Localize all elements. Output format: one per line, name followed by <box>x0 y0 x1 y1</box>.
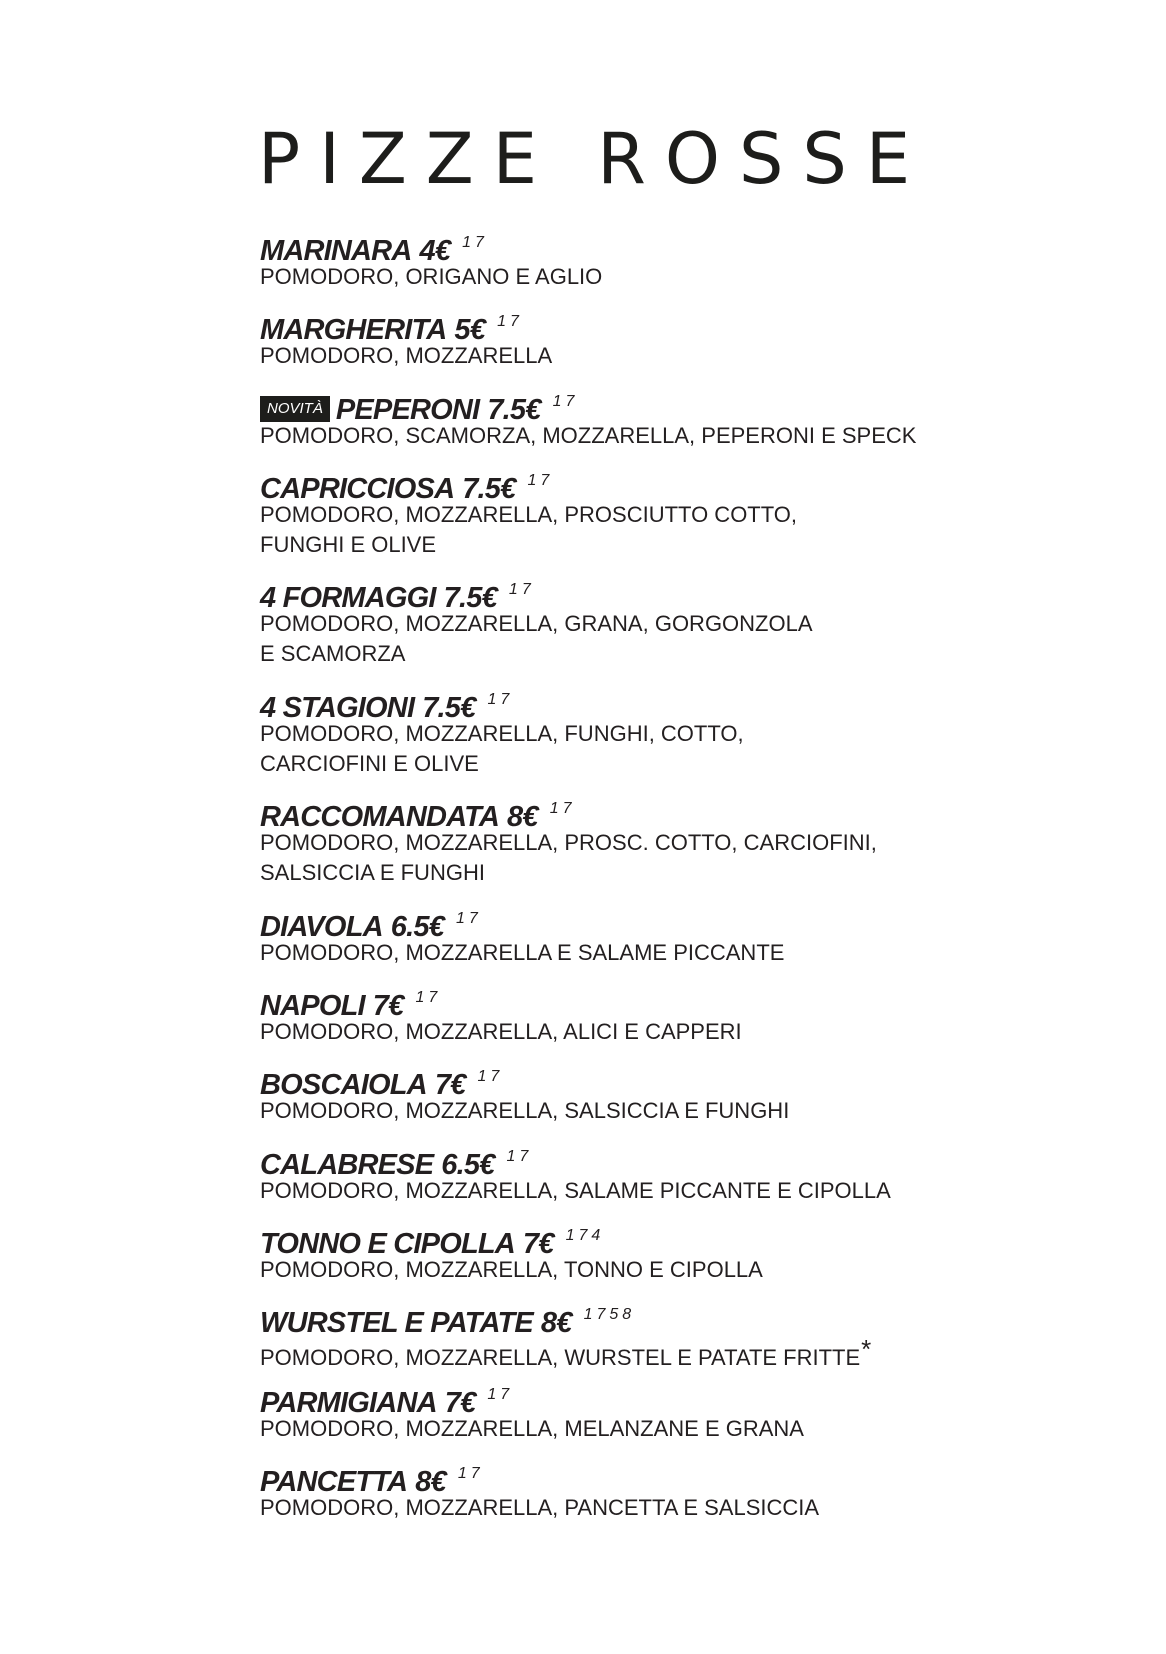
pizza-ingredients <box>260 500 1120 530</box>
pizza-name: MARGHERITA <box>260 314 447 347</box>
allergen-codes: 17 <box>497 313 523 331</box>
pizza-name: BOSCAIOLA <box>260 1069 427 1102</box>
menu-item <box>260 571 1120 681</box>
ingredients-text: POMODORO, MOZZARELLA, SALSICCIA E FUNGHI <box>260 1098 790 1124</box>
menu-item <box>260 383 1120 462</box>
pizza-price: 6.5€ <box>441 1148 495 1181</box>
menu-item-header <box>260 1217 1120 1261</box>
allergen-codes: 17 <box>457 1464 484 1482</box>
menu-item <box>260 1058 1120 1137</box>
pizza-price: 4€ <box>419 235 451 267</box>
menu-item <box>260 1455 1120 1534</box>
pizza-price: 7€ <box>444 1386 476 1419</box>
ingredients-text: POMODORO, MOZZARELLA, PROSC. COTTO, CARCIOFINI, <box>260 830 877 856</box>
pizza-ingredients <box>260 1414 1120 1444</box>
pizza-ingredients <box>260 421 1120 451</box>
menu-item-header <box>260 681 1120 724</box>
pizza-ingredients <box>260 938 1120 968</box>
pizza-name: CAPRICCIOSA <box>260 472 455 505</box>
menu-item-header <box>260 224 1120 267</box>
menu-item <box>260 790 1120 900</box>
ingredients-text: E SCAMORZA <box>260 641 406 667</box>
pizza-price: 7.5€ <box>487 393 541 426</box>
pizza-price: 8€ <box>415 1465 446 1498</box>
menu-item-header <box>260 571 1120 615</box>
pizza-price: 8€ <box>507 801 538 834</box>
pizza-price: 7.5€ <box>422 691 476 724</box>
pizza-name: PANCETTA <box>260 1465 408 1498</box>
new-badge: NOVITÀ <box>260 396 330 422</box>
menu-item <box>260 681 1120 791</box>
pizza-price: 7.5€ <box>462 472 516 505</box>
menu-item-header <box>260 1058 1120 1102</box>
allergen-codes: 17 <box>415 989 442 1007</box>
ingredients-text: POMODORO, ORIGANO E AGLIO <box>260 264 603 289</box>
pizza-ingredients <box>260 719 1120 749</box>
footnote-mark: * <box>861 1334 872 1365</box>
pizza-ingredients <box>260 1493 1120 1523</box>
allergen-codes: 17 <box>508 581 535 599</box>
pizza-name: DIAVOLA <box>260 910 383 943</box>
pizza-ingredients <box>260 1334 1120 1373</box>
pizza-ingredients <box>260 639 1120 669</box>
ingredients-text: POMODORO, MOZZARELLA <box>260 343 553 369</box>
pizza-name: CALABRESE <box>260 1148 434 1181</box>
menu-item <box>260 1376 1120 1455</box>
pizza-ingredients <box>260 609 1120 639</box>
pizza-name: PARMIGIANA <box>260 1386 437 1419</box>
allergen-codes: 17 <box>487 1385 514 1403</box>
allergen-codes: 17 <box>506 1147 533 1165</box>
ingredients-text: POMODORO, SCAMORZA, MOZZARELLA, PEPERONI E SPECK <box>260 422 917 448</box>
ingredients-text: POMODORO, MOZZARELLA, PROSCIUTTO COTTO, <box>260 501 798 527</box>
ingredients-text: POMODORO, MOZZARELLA, FUNGHI, COTTO, <box>260 720 744 746</box>
menu-item-header <box>260 462 1120 505</box>
allergen-codes: 17 <box>552 392 579 410</box>
ingredients-text: CARCIOFINI E OLIVE <box>260 750 479 776</box>
pizza-ingredients <box>260 262 1120 292</box>
allergen-codes: 1758 <box>583 1306 636 1324</box>
pizza-name: TONNO E CIPOLLA <box>260 1228 515 1261</box>
menu-item-header <box>260 900 1120 943</box>
ingredients-text: POMODORO, MOZZARELLA, TONNO E CIPOLLA <box>260 1257 763 1283</box>
ingredients-text: POMODORO, MOZZARELLA, SALAME PICCANTE E CIPOLLA <box>260 1177 891 1203</box>
pizza-ingredients <box>260 1017 1120 1047</box>
menu-item-header <box>260 1376 1120 1419</box>
allergen-codes: 174 <box>565 1227 605 1245</box>
menu-item-header <box>260 1455 1120 1498</box>
pizza-name: PEPERONI <box>335 393 480 426</box>
pizza-ingredients <box>260 858 1120 888</box>
ingredients-text: POMODORO, MOZZARELLA, ALICI E CAPPERI <box>260 1019 742 1045</box>
pizza-name: 4 STAGIONI <box>260 691 415 724</box>
pizza-ingredients <box>260 828 1120 858</box>
pizza-price: 7€ <box>434 1069 466 1102</box>
pizza-ingredients <box>260 341 1120 371</box>
menu-item-header <box>260 979 1120 1023</box>
pizza-price: 8€ <box>540 1307 572 1340</box>
ingredients-text: POMODORO, MOZZARELLA, GRANA, GORGONZOLA <box>260 611 813 637</box>
pizza-ingredients <box>260 749 1120 779</box>
menu-list <box>260 224 1120 1534</box>
pizza-ingredients <box>260 1096 1120 1126</box>
menu-item-header <box>260 303 1120 347</box>
menu-item <box>260 1217 1120 1296</box>
ingredients-text: POMODORO, MOZZARELLA, MELANZANE E GRANA <box>260 1415 804 1441</box>
menu-item-header <box>260 790 1120 834</box>
allergen-codes: 17 <box>456 909 482 927</box>
pizza-price: 6.5€ <box>390 910 444 943</box>
menu-item <box>260 1138 1120 1217</box>
allergen-codes: 17 <box>527 471 554 489</box>
pizza-price: 7.5€ <box>443 582 497 615</box>
ingredients-text: POMODORO, MOZZARELLA, PANCETTA E SALSICCIA <box>260 1494 820 1520</box>
allergen-codes: 17 <box>549 800 576 818</box>
ingredients-text: POMODORO, MOZZARELLA E SALAME PICCANTE <box>260 939 785 965</box>
pizza-name: WURSTEL E PATATE <box>260 1307 533 1340</box>
allergen-codes: 17 <box>462 234 488 251</box>
menu-item-header <box>260 1296 1120 1340</box>
menu-item <box>260 224 1120 303</box>
menu-item <box>260 462 1120 572</box>
ingredients-text: FUNGHI E OLIVE <box>260 531 437 557</box>
allergen-codes: 17 <box>487 690 514 708</box>
menu-item-header <box>260 383 1120 426</box>
page-title: PIZZE ROSSE <box>258 118 930 200</box>
pizza-name: MARINARA <box>260 235 412 267</box>
menu-item <box>260 979 1120 1058</box>
pizza-name: 4 FORMAGGI <box>260 582 436 615</box>
pizza-ingredients <box>260 1176 1120 1206</box>
ingredients-text: POMODORO, MOZZARELLA, WURSTEL E PATATE FRITTE <box>260 1345 861 1371</box>
pizza-name: NAPOLI <box>260 990 365 1023</box>
pizza-ingredients <box>260 1255 1120 1285</box>
pizza-name: RACCOMANDATA <box>260 801 500 834</box>
menu-item <box>260 303 1120 382</box>
allergen-codes: 17 <box>477 1068 504 1086</box>
menu-item-header <box>260 1138 1120 1181</box>
pizza-price: 7€ <box>372 990 404 1023</box>
pizza-price: 5€ <box>454 314 486 347</box>
ingredients-text: SALSICCIA E FUNGHI <box>260 860 485 886</box>
menu-item <box>260 900 1120 979</box>
pizza-ingredients <box>260 530 1120 560</box>
menu-item <box>260 1296 1120 1375</box>
pizza-price: 7€ <box>522 1228 554 1261</box>
